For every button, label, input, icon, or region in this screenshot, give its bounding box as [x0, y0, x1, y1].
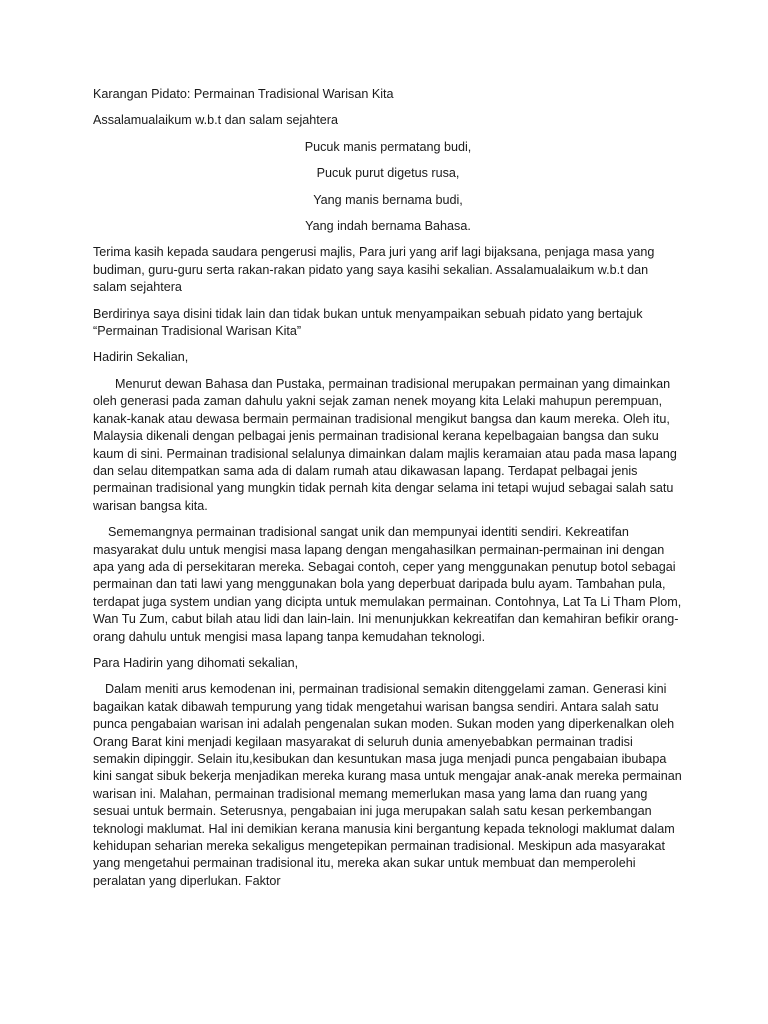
poem: [93, 139, 683, 236]
address-line: Hadirin Sekalian,: [93, 350, 189, 365]
greeting: Assalamualaikum w.b.t dan salam sejahtera: [93, 113, 338, 128]
poem-line: Yang indah bernama Bahasa.: [305, 219, 471, 234]
poem-line: Yang manis bernama budi,: [313, 192, 463, 207]
document-title: Karangan Pidato: Permainan Tradisional Warisan Kita: [93, 87, 394, 101]
document-body: [93, 86, 683, 899]
poem-line: Pucuk purut digetus rusa,: [316, 166, 460, 181]
intro-paragraph: Berdirinya saya disini tidak lain dan tidak bukan untuk menyampaikan sebuah pidato yang bertajuk “Permainan Tradisional Warisan Kita”: [93, 306, 643, 339]
body-paragraph: Dalam meniti arus kemodenan ini, permainan tradisional semakin ditenggelami zaman. Generasi kini bagaikan katak dibawah tempurung yang tidak mengetahui warisan bangsa sendiri. Antara salah satu punca pengabaian warisan ini adalah pengenalan sukan moden. Sukan moden yang diperkenalkan oleh Orang Barat kini menjadi kegilaan masyarakat di seluruh dunia amenyebabkan permainan tradisi semakin dipinggir. Selain itu,kesibukan dan kesuntukan masa juga menjadi punca pengabaian ibubapa kini sangat sibuk bekerja menjadikan mereka kurang masa untuk mengajar anak-anak mereka permainan warisan ini. Malahan, permainan tradisional memang memerlukan masa yang lama dan ruang yang sesuai untuk bermain. Seterusnya, pengabaian ini juga merupakan salah satu kesan perkembangan teknologi maklumat. Hal ini demikian kerana manusia kini bergantung kepada teknologi maklumat dalam kehidupan seharian mereka sekaligus mengetepikan permainan tradisional. Meskipun ada masyarakat yang mengetahui permainan tradisional itu, mereka akan sukar untuk membuat dan memperolehi peralatan yang diperlukan. Faktor: [93, 682, 682, 888]
body-paragraph: Sememangnya permainan tradisional sangat unik dan mempunyai identiti sendiri. Kekreatifan masyarakat dulu untuk mengisi masa lapang dengan mengahasilkan permainan-permainan ini dengan apa yang ada di persekitaran mereka. Sebagai contoh, ceper yang menggunakan penutup botol sebagai permainan dan tati lawi yang menggunakan bola yang deperbuat daripada bulu ayam. Tambahan pula, terdapat juga system undian yang dicipta untuk memulakan permainan. Contohnya, Lat Ta Li Tham Plom, Wan Tu Zum, cabut bilah atau lidi dan lain-lain. Ini menunjukkan kekreatifan dan kemahiran befikir orang- orang dahulu untuk mengisi masa lapang tanpa kemudahan teknologi.: [93, 525, 682, 644]
body-paragraph: Menurut dewan Bahasa dan Pustaka, permainan tradisional merupakan permainan yang dimainkan oleh generasi pada zaman dahulu yakni sejak zaman nenek moyang kita Lelaki mahupun perempuan, kanak-kanak atau dewasa bermain permainan tradisional mengikut bangsa dan kaum mereka. Oleh itu, Malaysia dikenali dengan pelbagai jenis permainan tradisional kerana kepelbagaian bangsa dan suku kaum di sini. Permainan tradisional selalunya dimainkan dalam majlis keramaian atau pada masa lapang dan selau ditempatkan sama ada di dalam rumah atau dikawasan lapang. Terdapat pelbagai jenis permainan tradisional yang mungkin tidak pernah kita dengar selama ini tetapi wujud sebagai salah satu warisan bangsa kita.: [93, 376, 677, 513]
thanks-paragraph: Terima kasih kepada saudara pengerusi majlis, Para juri yang arif lagi bijaksana, penjaga masa yang budiman, guru-guru serta rakan-rakan pidato yang saya kasihi sekalian. Assalamualaikum w.b.t dan salam sejahtera: [93, 245, 655, 295]
poem-line: Pucuk manis permatang budi,: [304, 139, 472, 154]
address-line: Para Hadirin yang dihomati sekalian,: [93, 655, 299, 670]
